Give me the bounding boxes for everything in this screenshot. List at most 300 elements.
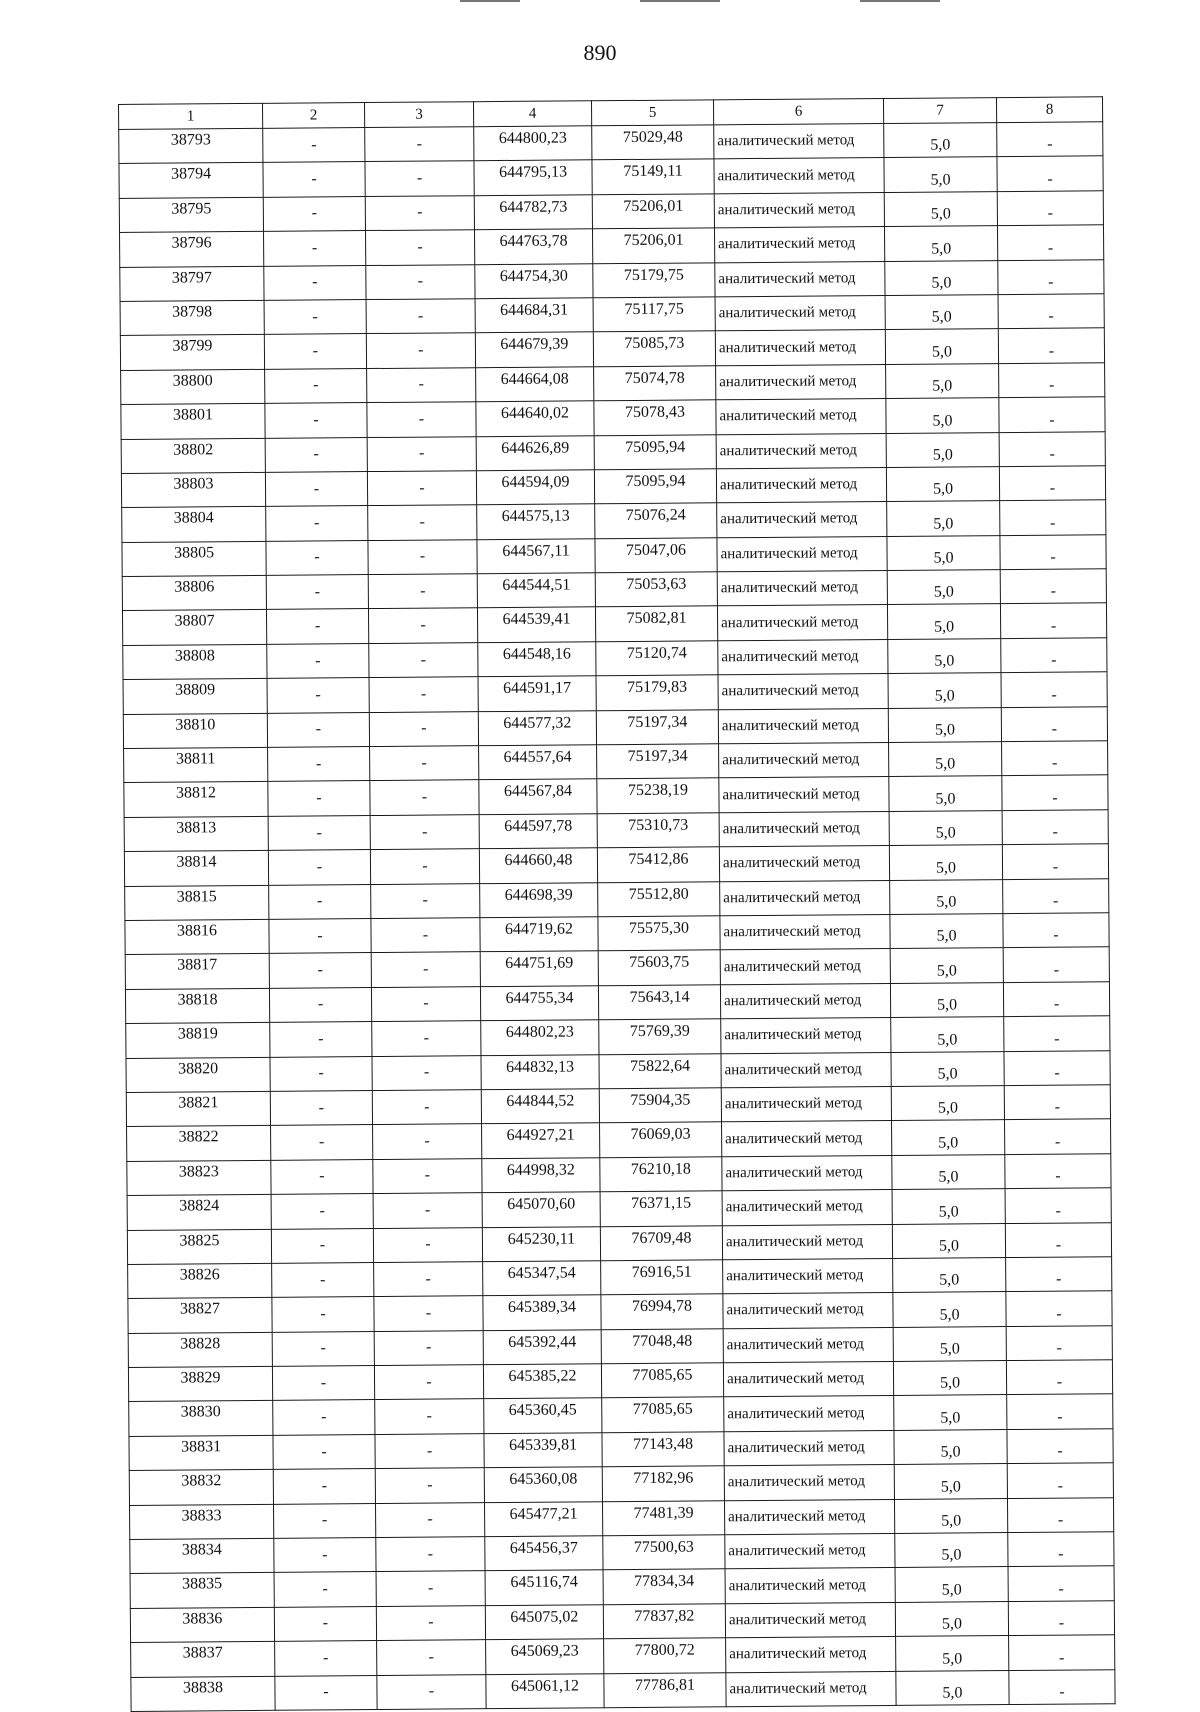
point-number-cell: 38801 bbox=[121, 403, 265, 439]
col2-value-cell: - bbox=[267, 643, 369, 678]
y-coordinate-cell: 75076,24 bbox=[595, 503, 717, 538]
y-coordinate-cell: 76210,18 bbox=[600, 1157, 722, 1192]
y-coordinate-cell: 75179,75 bbox=[593, 262, 715, 297]
y-coordinate-cell: 77085,65 bbox=[602, 1397, 724, 1432]
x-coordinate-cell: 645116,74 bbox=[485, 1570, 603, 1605]
method-cell: аналитический метод bbox=[717, 502, 887, 538]
accuracy-cell: 5,0 bbox=[887, 535, 1000, 570]
accuracy-cell: 5,0 bbox=[890, 948, 1003, 983]
col3-value-cell: - bbox=[376, 1571, 485, 1606]
point-number-cell: 38833 bbox=[130, 1504, 274, 1540]
col3-value-cell: - bbox=[370, 849, 479, 884]
col3-value-cell: - bbox=[369, 677, 478, 712]
x-coordinate-cell: 644660,48 bbox=[479, 848, 597, 883]
col3-value-cell: - bbox=[374, 1330, 483, 1365]
x-coordinate-cell: 645347,54 bbox=[483, 1261, 601, 1296]
col2-value-cell: - bbox=[274, 1572, 376, 1607]
method-cell: аналитический метод bbox=[723, 1327, 893, 1363]
col8-value-cell: - bbox=[999, 466, 1105, 501]
col3-value-cell: - bbox=[365, 161, 474, 196]
x-coordinate-cell: 644802,23 bbox=[481, 1020, 599, 1055]
col3-value-cell: - bbox=[365, 127, 474, 162]
col2-value-cell: - bbox=[269, 953, 371, 988]
x-coordinate-cell: 644795,13 bbox=[474, 160, 592, 195]
col2-value-cell: - bbox=[267, 678, 369, 713]
col3-value-cell: - bbox=[368, 574, 477, 609]
method-cell: аналитический метод bbox=[723, 1362, 893, 1398]
method-cell: аналитический метод bbox=[721, 1018, 891, 1054]
col2-value-cell: - bbox=[265, 437, 367, 472]
coordinates-table bbox=[118, 96, 1116, 1712]
method-cell: аналитический метод bbox=[714, 158, 884, 194]
col2-value-cell: - bbox=[264, 265, 366, 300]
method-cell: аналитический метод bbox=[724, 1465, 894, 1501]
accuracy-cell: 5,0 bbox=[892, 1120, 1005, 1155]
point-number-cell: 38837 bbox=[131, 1642, 275, 1678]
y-coordinate-cell: 75078,43 bbox=[594, 400, 716, 435]
point-number-cell: 38817 bbox=[125, 954, 269, 990]
method-cell: аналитический метод bbox=[722, 1190, 892, 1226]
point-number-cell: 38824 bbox=[127, 1194, 271, 1230]
col2-value-cell: - bbox=[267, 712, 369, 747]
col3-value-cell: - bbox=[367, 402, 476, 437]
y-coordinate-cell: 75029,48 bbox=[592, 125, 714, 160]
col3-value-cell: - bbox=[374, 1262, 483, 1297]
x-coordinate-cell: 644755,34 bbox=[480, 986, 598, 1021]
col8-value-cell: - bbox=[1006, 1325, 1112, 1360]
x-coordinate-cell: 644577,32 bbox=[478, 710, 596, 745]
y-coordinate-cell: 75643,14 bbox=[598, 985, 720, 1020]
col3-value-cell: - bbox=[375, 1468, 484, 1503]
method-cell: аналитический метод bbox=[722, 1155, 892, 1191]
column-header-4: 4 bbox=[473, 101, 591, 127]
point-number-cell: 38832 bbox=[129, 1470, 273, 1506]
method-cell: аналитический метод bbox=[722, 1121, 892, 1157]
y-coordinate-cell: 77834,34 bbox=[603, 1569, 725, 1604]
method-cell: аналитический метод bbox=[725, 1533, 895, 1569]
y-coordinate-cell: 75206,01 bbox=[592, 194, 714, 229]
col2-value-cell: - bbox=[274, 1606, 376, 1641]
method-cell: аналитический метод bbox=[717, 571, 887, 607]
method-cell: аналитический метод bbox=[723, 1293, 893, 1329]
x-coordinate-cell: 644751,69 bbox=[480, 951, 598, 986]
accuracy-cell: 5,0 bbox=[887, 501, 1000, 536]
col3-value-cell: - bbox=[377, 1640, 486, 1675]
y-coordinate-cell: 75197,34 bbox=[596, 709, 718, 744]
accuracy-cell: 5,0 bbox=[884, 157, 997, 192]
accuracy-cell: 5,0 bbox=[890, 914, 1003, 949]
col8-value-cell: - bbox=[1002, 810, 1108, 845]
method-cell: аналитический метод bbox=[719, 777, 889, 813]
point-number-cell: 38796 bbox=[120, 232, 264, 268]
col2-value-cell: - bbox=[263, 128, 365, 163]
point-number-cell: 38808 bbox=[123, 644, 267, 680]
col8-value-cell: - bbox=[997, 191, 1103, 226]
accuracy-cell: 5,0 bbox=[892, 1154, 1005, 1189]
col8-value-cell: - bbox=[999, 397, 1105, 432]
x-coordinate-cell: 644832,13 bbox=[481, 1054, 599, 1089]
col8-value-cell: - bbox=[1007, 1429, 1113, 1464]
method-cell: аналитический метод bbox=[714, 227, 884, 263]
col2-value-cell: - bbox=[271, 1194, 373, 1229]
accuracy-cell: 5,0 bbox=[891, 1017, 1004, 1052]
method-cell: аналитический метод bbox=[719, 846, 889, 882]
accuracy-cell: 5,0 bbox=[890, 982, 1003, 1017]
y-coordinate-cell: 75822,64 bbox=[599, 1053, 721, 1088]
y-coordinate-cell: 75120,74 bbox=[596, 641, 718, 676]
y-coordinate-cell: 77143,48 bbox=[602, 1432, 724, 1467]
method-cell: аналитический метод bbox=[726, 1671, 896, 1707]
y-coordinate-cell: 77786,81 bbox=[604, 1672, 726, 1707]
x-coordinate-cell: 644684,31 bbox=[475, 298, 593, 333]
column-header-1: 1 bbox=[119, 103, 263, 129]
point-number-cell: 38821 bbox=[126, 1091, 270, 1127]
accuracy-cell: 5,0 bbox=[891, 1086, 1004, 1121]
x-coordinate-cell: 644626,89 bbox=[476, 435, 594, 470]
page-number: 890 bbox=[583, 40, 617, 65]
col3-value-cell: - bbox=[368, 608, 477, 643]
col2-value-cell: - bbox=[265, 368, 367, 403]
col8-value-cell: - bbox=[1005, 1153, 1111, 1188]
col8-value-cell: - bbox=[1003, 878, 1109, 913]
accuracy-cell: 5,0 bbox=[892, 1189, 1005, 1224]
col8-value-cell: - bbox=[1004, 1016, 1110, 1051]
col2-value-cell: - bbox=[271, 1159, 373, 1194]
col8-value-cell: - bbox=[1007, 1463, 1113, 1498]
col2-value-cell: - bbox=[268, 850, 370, 885]
x-coordinate-cell: 645385,22 bbox=[483, 1364, 601, 1399]
col2-value-cell: - bbox=[265, 471, 367, 506]
col8-value-cell: - bbox=[1005, 1119, 1111, 1154]
col2-value-cell: - bbox=[266, 540, 368, 575]
col3-value-cell: - bbox=[367, 367, 476, 402]
col3-value-cell: - bbox=[375, 1502, 484, 1537]
point-number-cell: 38834 bbox=[130, 1538, 274, 1574]
col2-value-cell: - bbox=[272, 1262, 374, 1297]
y-coordinate-cell: 76709,48 bbox=[600, 1225, 722, 1260]
y-coordinate-cell: 76069,03 bbox=[600, 1122, 722, 1157]
col2-value-cell: - bbox=[266, 506, 368, 541]
method-cell: аналитический метод bbox=[724, 1396, 894, 1432]
x-coordinate-cell: 644591,17 bbox=[478, 676, 596, 711]
col8-value-cell: - bbox=[1003, 913, 1109, 948]
col3-value-cell: - bbox=[372, 1021, 481, 1056]
col2-value-cell: - bbox=[272, 1331, 374, 1366]
accuracy-cell: 5,0 bbox=[884, 123, 997, 158]
method-cell: аналитический метод bbox=[716, 467, 886, 503]
x-coordinate-cell: 644567,84 bbox=[479, 779, 597, 814]
x-coordinate-cell: 645360,08 bbox=[484, 1467, 602, 1502]
col2-value-cell: - bbox=[274, 1538, 376, 1573]
col3-value-cell: - bbox=[369, 711, 478, 746]
y-coordinate-cell: 75512,80 bbox=[598, 881, 720, 916]
col8-value-cell: - bbox=[1006, 1291, 1112, 1326]
x-coordinate-cell: 644664,08 bbox=[476, 367, 594, 402]
col8-value-cell: - bbox=[1000, 534, 1106, 569]
x-coordinate-cell: 644998,32 bbox=[482, 1157, 600, 1192]
method-cell: аналитический метод bbox=[724, 1499, 894, 1535]
point-number-cell: 38803 bbox=[121, 472, 265, 508]
point-number-cell: 38828 bbox=[128, 1332, 272, 1368]
accuracy-cell: 5,0 bbox=[895, 1601, 1008, 1636]
col3-value-cell: - bbox=[373, 1158, 482, 1193]
col8-value-cell: - bbox=[1001, 672, 1107, 707]
point-number-cell: 38835 bbox=[130, 1573, 274, 1609]
method-cell: аналитический метод bbox=[718, 674, 888, 710]
col3-value-cell: - bbox=[376, 1537, 485, 1572]
accuracy-cell: 5,0 bbox=[889, 742, 1002, 777]
x-coordinate-cell: 644548,16 bbox=[478, 642, 596, 677]
col8-value-cell: - bbox=[1008, 1566, 1114, 1601]
col2-value-cell: - bbox=[268, 747, 370, 782]
accuracy-cell: 5,0 bbox=[888, 638, 1001, 673]
method-cell: аналитический метод bbox=[721, 1052, 891, 1088]
accuracy-cell: 5,0 bbox=[889, 776, 1002, 811]
point-number-cell: 38826 bbox=[128, 1263, 272, 1299]
col2-value-cell: - bbox=[270, 1022, 372, 1057]
y-coordinate-cell: 75603,75 bbox=[598, 950, 720, 985]
y-coordinate-cell: 77182,96 bbox=[602, 1466, 724, 1501]
method-cell: аналитический метод bbox=[714, 192, 884, 228]
accuracy-cell: 5,0 bbox=[885, 260, 998, 295]
method-cell: аналитический метод bbox=[717, 605, 887, 641]
col3-value-cell: - bbox=[365, 195, 474, 230]
x-coordinate-cell: 644567,11 bbox=[477, 538, 595, 573]
accuracy-cell: 5,0 bbox=[888, 673, 1001, 708]
y-coordinate-cell: 75575,30 bbox=[598, 916, 720, 951]
method-cell: аналитический метод bbox=[721, 1086, 891, 1122]
col2-value-cell: - bbox=[269, 987, 371, 1022]
point-number-cell: 38827 bbox=[128, 1298, 272, 1334]
accuracy-cell: 5,0 bbox=[889, 845, 1002, 880]
accuracy-cell: 5,0 bbox=[893, 1292, 1006, 1327]
col8-value-cell: - bbox=[1003, 947, 1109, 982]
accuracy-cell: 5,0 bbox=[884, 226, 997, 261]
point-number-cell: 38818 bbox=[125, 988, 269, 1024]
x-coordinate-cell: 644754,30 bbox=[475, 263, 593, 298]
accuracy-cell: 5,0 bbox=[896, 1636, 1009, 1671]
col8-value-cell: - bbox=[997, 225, 1103, 260]
col2-value-cell: - bbox=[263, 196, 365, 231]
y-coordinate-cell: 75117,75 bbox=[593, 297, 715, 332]
col2-value-cell: - bbox=[273, 1469, 375, 1504]
point-number-cell: 38823 bbox=[127, 1160, 271, 1196]
col3-value-cell: - bbox=[366, 264, 475, 299]
point-number-cell: 38805 bbox=[122, 541, 266, 577]
table-row bbox=[131, 1669, 1115, 1711]
y-coordinate-cell: 75412,86 bbox=[597, 847, 719, 882]
col8-value-cell: - bbox=[997, 122, 1103, 157]
y-coordinate-cell: 77800,72 bbox=[604, 1638, 726, 1673]
x-coordinate-cell: 645339,81 bbox=[484, 1433, 602, 1468]
y-coordinate-cell: 75197,34 bbox=[597, 744, 719, 779]
x-coordinate-cell: 645230,11 bbox=[482, 1226, 600, 1261]
col2-value-cell: - bbox=[270, 1056, 372, 1091]
accuracy-cell: 5,0 bbox=[884, 191, 997, 226]
method-cell: аналитический метод bbox=[715, 330, 885, 366]
point-number-cell: 38799 bbox=[120, 335, 264, 371]
accuracy-cell: 5,0 bbox=[894, 1464, 1007, 1499]
col2-value-cell: - bbox=[270, 1090, 372, 1125]
y-coordinate-cell: 75179,83 bbox=[596, 675, 718, 710]
point-number-cell: 38814 bbox=[124, 851, 268, 887]
point-number-cell: 38831 bbox=[129, 1435, 273, 1471]
col2-value-cell: - bbox=[273, 1400, 375, 1435]
x-coordinate-cell: 645392,44 bbox=[483, 1329, 601, 1364]
point-number-cell: 38812 bbox=[124, 782, 268, 818]
x-coordinate-cell: 644719,62 bbox=[480, 917, 598, 952]
col3-value-cell: - bbox=[366, 333, 475, 368]
col3-value-cell: - bbox=[371, 986, 480, 1021]
x-coordinate-cell: 644844,52 bbox=[481, 1089, 599, 1124]
point-number-cell: 38806 bbox=[122, 575, 266, 611]
method-cell: аналитический метод bbox=[720, 914, 890, 950]
accuracy-cell: 5,0 bbox=[893, 1257, 1006, 1292]
col8-value-cell: - bbox=[1009, 1635, 1115, 1670]
col2-value-cell: - bbox=[264, 231, 366, 266]
col8-value-cell: - bbox=[1002, 844, 1108, 879]
accuracy-cell: 5,0 bbox=[886, 363, 999, 398]
point-number-cell: 38810 bbox=[123, 713, 267, 749]
column-header-8: 8 bbox=[996, 97, 1102, 123]
col2-value-cell: - bbox=[273, 1434, 375, 1469]
point-number-cell: 38807 bbox=[122, 610, 266, 646]
point-number-cell: 38800 bbox=[121, 369, 265, 405]
x-coordinate-cell: 644640,02 bbox=[476, 401, 594, 436]
accuracy-cell: 5,0 bbox=[895, 1533, 1008, 1568]
method-cell: аналитический метод bbox=[720, 949, 890, 985]
col8-value-cell: - bbox=[1005, 1222, 1111, 1257]
y-coordinate-cell: 77481,39 bbox=[602, 1500, 724, 1535]
x-coordinate-cell: 644597,78 bbox=[479, 814, 597, 849]
col8-value-cell: - bbox=[998, 294, 1104, 329]
col2-value-cell: - bbox=[268, 815, 370, 850]
point-number-cell: 38809 bbox=[123, 679, 267, 715]
x-coordinate-cell: 644927,21 bbox=[482, 1123, 600, 1158]
col2-value-cell: - bbox=[272, 1366, 374, 1401]
col2-value-cell: - bbox=[264, 300, 366, 335]
accuracy-cell: 5,0 bbox=[896, 1670, 1009, 1705]
x-coordinate-cell: 644782,73 bbox=[474, 195, 592, 230]
point-number-cell: 38838 bbox=[131, 1676, 275, 1712]
col3-value-cell: - bbox=[371, 883, 480, 918]
x-coordinate-cell: 645061,12 bbox=[486, 1673, 604, 1708]
col3-value-cell: - bbox=[373, 1193, 482, 1228]
point-number-cell: 38804 bbox=[122, 507, 266, 543]
x-coordinate-cell: 645389,34 bbox=[483, 1295, 601, 1330]
method-cell: аналитический метод bbox=[715, 261, 885, 297]
y-coordinate-cell: 77837,82 bbox=[603, 1604, 725, 1639]
point-number-cell: 38802 bbox=[121, 438, 265, 474]
column-header-6: 6 bbox=[713, 98, 883, 124]
method-cell: аналитический метод bbox=[725, 1602, 895, 1638]
col8-value-cell: - bbox=[999, 362, 1105, 397]
accuracy-cell: 5,0 bbox=[891, 1051, 1004, 1086]
method-cell: аналитический метод bbox=[720, 880, 890, 916]
method-cell: аналитический метод bbox=[719, 742, 889, 778]
y-coordinate-cell: 75074,78 bbox=[594, 366, 716, 401]
method-cell: аналитический метод bbox=[725, 1568, 895, 1604]
col8-value-cell: - bbox=[1006, 1257, 1112, 1292]
y-coordinate-cell: 75769,39 bbox=[599, 1019, 721, 1054]
col3-value-cell: - bbox=[372, 1090, 481, 1125]
point-number-cell: 38813 bbox=[124, 816, 268, 852]
x-coordinate-cell: 644698,39 bbox=[480, 882, 598, 917]
point-number-cell: 38794 bbox=[119, 163, 263, 199]
y-coordinate-cell: 77085,65 bbox=[601, 1363, 723, 1398]
col3-value-cell: - bbox=[366, 230, 475, 265]
accuracy-cell: 5,0 bbox=[895, 1567, 1008, 1602]
x-coordinate-cell: 644539,41 bbox=[477, 607, 595, 642]
point-number-cell: 38797 bbox=[120, 266, 264, 302]
method-cell: аналитический метод bbox=[716, 399, 886, 435]
y-coordinate-cell: 77048,48 bbox=[601, 1328, 723, 1363]
method-cell: аналитический метод bbox=[722, 1224, 892, 1260]
col2-value-cell: - bbox=[265, 403, 367, 438]
column-header-7: 7 bbox=[883, 98, 996, 124]
column-header-2: 2 bbox=[262, 103, 364, 129]
point-number-cell: 38830 bbox=[129, 1401, 273, 1437]
x-coordinate-cell: 644544,51 bbox=[477, 573, 595, 608]
col2-value-cell: - bbox=[263, 162, 365, 197]
col2-value-cell: - bbox=[269, 919, 371, 954]
col3-value-cell: - bbox=[374, 1296, 483, 1331]
method-cell: аналитический метод bbox=[718, 639, 888, 675]
col3-value-cell: - bbox=[366, 299, 475, 334]
col3-value-cell: - bbox=[374, 1365, 483, 1400]
method-cell: аналитический метод bbox=[714, 123, 884, 159]
point-number-cell: 38829 bbox=[128, 1366, 272, 1402]
col8-value-cell: - bbox=[998, 259, 1104, 294]
col3-value-cell: - bbox=[369, 643, 478, 678]
col3-value-cell: - bbox=[370, 814, 479, 849]
y-coordinate-cell: 75149,11 bbox=[592, 159, 714, 194]
point-number-cell: 38798 bbox=[120, 300, 264, 336]
col8-value-cell: - bbox=[1004, 1050, 1110, 1085]
col8-value-cell: - bbox=[1000, 569, 1106, 604]
y-coordinate-cell: 76916,51 bbox=[601, 1260, 723, 1295]
y-coordinate-cell: 75053,63 bbox=[595, 572, 717, 607]
x-coordinate-cell: 645069,23 bbox=[486, 1639, 604, 1674]
point-number-cell: 38811 bbox=[124, 747, 268, 783]
col3-value-cell: - bbox=[373, 1124, 482, 1159]
y-coordinate-cell: 77500,63 bbox=[603, 1535, 725, 1570]
col8-value-cell: - bbox=[1008, 1532, 1114, 1567]
col8-value-cell: - bbox=[1007, 1497, 1113, 1532]
col2-value-cell: - bbox=[273, 1503, 375, 1538]
y-coordinate-cell: 75206,01 bbox=[592, 228, 714, 263]
col3-value-cell: - bbox=[368, 505, 477, 540]
x-coordinate-cell: 644575,13 bbox=[477, 504, 595, 539]
col8-value-cell: - bbox=[1001, 638, 1107, 673]
col3-value-cell: - bbox=[371, 952, 480, 987]
accuracy-cell: 5,0 bbox=[890, 879, 1003, 914]
accuracy-cell: 5,0 bbox=[886, 466, 999, 501]
accuracy-cell: 5,0 bbox=[892, 1223, 1005, 1258]
col8-value-cell: - bbox=[1001, 706, 1107, 741]
y-coordinate-cell: 75085,73 bbox=[593, 331, 715, 366]
col8-value-cell: - bbox=[1002, 775, 1108, 810]
col8-value-cell: - bbox=[1007, 1394, 1113, 1429]
accuracy-cell: 5,0 bbox=[893, 1361, 1006, 1396]
col2-value-cell: - bbox=[275, 1641, 377, 1676]
point-number-cell: 38795 bbox=[119, 197, 263, 233]
y-coordinate-cell: 76371,15 bbox=[600, 1191, 722, 1226]
col3-value-cell: - bbox=[377, 1674, 486, 1709]
col2-value-cell: - bbox=[271, 1125, 373, 1160]
point-number-cell: 38819 bbox=[126, 1022, 270, 1058]
accuracy-cell: 5,0 bbox=[885, 295, 998, 330]
